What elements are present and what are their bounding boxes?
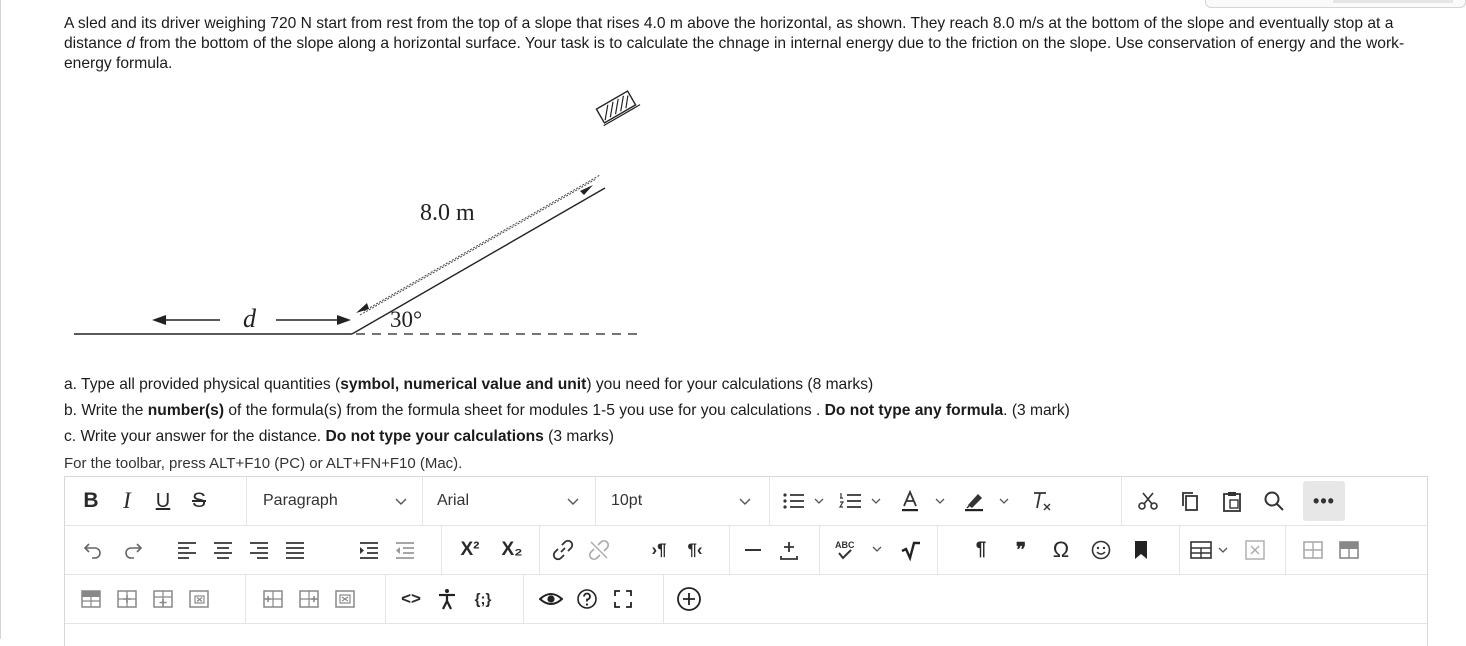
table-insert-below-icon xyxy=(152,588,174,610)
horizontal-line-icon xyxy=(742,539,764,561)
table-row-icon xyxy=(80,588,102,610)
spellcheck-button[interactable] xyxy=(825,532,893,568)
indent-button[interactable] xyxy=(351,532,387,568)
col-insert-after-button[interactable] xyxy=(291,581,327,617)
ltr-direction-button[interactable]: ›¶ xyxy=(651,540,667,559)
undo-icon xyxy=(82,539,104,561)
indent-icon xyxy=(359,541,379,559)
paste-button[interactable] xyxy=(1211,483,1253,519)
row-insert-after-button[interactable] xyxy=(109,581,145,617)
row-insert-below-button[interactable] xyxy=(145,581,181,617)
strikethrough-button[interactable]: S xyxy=(191,489,206,512)
fullscreen-button[interactable] xyxy=(605,581,641,617)
spellcheck-icon xyxy=(831,538,887,562)
smiley-icon xyxy=(1090,539,1112,561)
top-tab-strip xyxy=(1205,0,1466,8)
outdent-icon xyxy=(395,541,415,559)
subscript-button[interactable]: X₂ xyxy=(501,539,523,560)
table-cell-icon xyxy=(1338,539,1360,561)
superscript-button[interactable]: X² xyxy=(460,539,480,560)
add-content-button[interactable] xyxy=(671,581,707,617)
align-left-button[interactable] xyxy=(169,532,205,568)
eye-icon xyxy=(539,588,563,610)
horizontal-line-button[interactable] xyxy=(735,532,771,568)
align-center-icon xyxy=(213,541,233,559)
font-size-value: 10pt xyxy=(611,492,643,509)
accessibility-icon xyxy=(436,588,458,610)
table-properties-icon xyxy=(1302,539,1324,561)
link-icon xyxy=(552,539,574,561)
text-color-button[interactable] xyxy=(891,483,955,519)
fullscreen-icon xyxy=(613,589,633,609)
help-button[interactable] xyxy=(569,581,605,617)
underline-button[interactable]: U xyxy=(155,489,171,512)
table-properties-button[interactable] xyxy=(1295,532,1331,568)
text-color-icon xyxy=(898,489,948,513)
align-justify-button[interactable] xyxy=(277,532,313,568)
part-a: a. Type all provided physical quantities (symbol, numerical value and unit) you need for your calculations (8 marks) xyxy=(64,376,874,393)
numbered-list-icon xyxy=(839,491,883,511)
unlink-icon xyxy=(588,539,610,561)
copy-button[interactable] xyxy=(1169,483,1211,519)
table-insert-icon xyxy=(116,588,138,610)
toolbar-hint: For the toolbar, press ALT+F10 (PC) or ALT+FN+F10 (Mac). xyxy=(64,455,463,472)
highlight-pen-icon xyxy=(962,489,1012,513)
align-right-icon xyxy=(249,541,269,559)
rich-text-editor xyxy=(64,476,1428,646)
paragraph-format-select[interactable] xyxy=(255,483,415,519)
question-parts xyxy=(64,375,1070,453)
insert-link-button[interactable] xyxy=(545,532,581,568)
show-blocks-button[interactable]: ¶ xyxy=(975,539,987,560)
search-icon xyxy=(1263,490,1285,512)
clear-formatting-icon xyxy=(1030,490,1052,512)
find-replace-button[interactable] xyxy=(1253,483,1295,519)
redo-icon xyxy=(122,539,144,561)
insert-content-button[interactable] xyxy=(771,532,807,568)
insert-table-button[interactable] xyxy=(1185,532,1237,568)
col-insert-before-button[interactable] xyxy=(255,581,291,617)
delete-table-icon xyxy=(1244,539,1266,561)
scissors-icon xyxy=(1137,490,1159,512)
font-family-value: Arial xyxy=(437,492,470,509)
table-delete-col-icon xyxy=(334,588,356,610)
align-justify-icon xyxy=(285,541,305,559)
sled-slope-diagram xyxy=(60,84,660,354)
preview-button[interactable] xyxy=(533,581,569,617)
toolbar-row-2 xyxy=(65,526,1427,575)
paragraph-format-value: Paragraph xyxy=(263,492,338,509)
question-text-part1: A sled and its driver weighing 720 N start from rest from the top of a slope that rises 4.0 m above the horizontal, as shown. They reach 8.0 m/s at the bottom of the slope and eventually stop at a distance xyxy=(64,15,1394,52)
more-toolbar-button[interactable]: ••• xyxy=(1303,481,1345,521)
redo-button[interactable] xyxy=(113,532,153,568)
clipboard-icon xyxy=(1221,490,1243,512)
bookmark-icon xyxy=(1132,539,1150,561)
align-center-button[interactable] xyxy=(205,532,241,568)
page-left-border xyxy=(0,0,1,639)
bullet-list-icon xyxy=(782,491,826,511)
code-sample-button[interactable]: {;} xyxy=(474,590,492,608)
delete-table-button[interactable] xyxy=(1237,532,1273,568)
copy-icon xyxy=(1179,490,1201,512)
align-right-button[interactable] xyxy=(241,532,277,568)
square-root-icon xyxy=(900,539,922,561)
blockquote-button[interactable]: ❞ xyxy=(1015,539,1027,561)
numbered-list-button[interactable] xyxy=(831,483,891,519)
source-code-button[interactable]: <> xyxy=(401,589,421,608)
remove-link-button[interactable] xyxy=(581,532,617,568)
bullet-list-button[interactable] xyxy=(777,483,831,519)
part-b: b. Write the number(s) of the formula(s) from the formula sheet for modules 1-5 you use for you calculations . Do not type any formula. (3 mark) xyxy=(64,402,1070,419)
question-variable-d: d xyxy=(126,35,136,52)
cut-button[interactable] xyxy=(1127,483,1169,519)
chevron-down-icon xyxy=(567,495,579,507)
font-size-select[interactable] xyxy=(603,483,759,519)
clear-formatting-button[interactable] xyxy=(1019,483,1063,519)
col-delete-button[interactable] xyxy=(327,581,363,617)
question-text-part2: from the bottom of the slope along a horizontal surface. Your task is to calculate the chnage in internal energy due to the friction on the slope. Use conservation of energy and the work-energy formula. xyxy=(64,35,1405,72)
toolbar-row-3 xyxy=(65,575,1427,624)
align-left-icon xyxy=(177,541,197,559)
emoticon-button[interactable] xyxy=(1081,532,1121,568)
toolbar-row-1 xyxy=(65,477,1427,526)
table-col-insert-after-icon xyxy=(298,588,320,610)
table-icon xyxy=(1189,539,1233,561)
highlight-color-button[interactable] xyxy=(955,483,1019,519)
bookmark-button[interactable] xyxy=(1121,532,1161,568)
font-family-select[interactable] xyxy=(429,483,587,519)
part-c: c. Write your answer for the distance. Do not type your calculations (3 marks) xyxy=(64,428,614,445)
row-delete-button[interactable] xyxy=(181,581,217,617)
table-col-insert-icon xyxy=(262,588,284,610)
accessibility-button[interactable] xyxy=(429,581,465,617)
outdent-button[interactable] xyxy=(387,532,423,568)
table-cell-properties-button[interactable] xyxy=(1331,532,1367,568)
distance-d-label: d xyxy=(243,304,256,333)
question-text xyxy=(64,14,1434,74)
svg-text:ABC: ABC xyxy=(835,540,855,550)
row-insert-before-button[interactable] xyxy=(73,581,109,617)
plus-circle-icon xyxy=(676,586,702,612)
table-delete-row-icon xyxy=(188,588,210,610)
chevron-down-icon xyxy=(395,495,407,507)
rtl-direction-button[interactable]: ¶‹ xyxy=(687,540,703,559)
math-equation-button[interactable] xyxy=(893,532,929,568)
italic-button[interactable]: I xyxy=(123,488,131,513)
slope-angle-label: 30° xyxy=(390,307,423,332)
slope-length-label: 8.0 m xyxy=(420,200,475,226)
plus-minus-icon xyxy=(778,539,800,561)
help-icon xyxy=(576,588,598,610)
undo-button[interactable] xyxy=(73,532,113,568)
special-character-button[interactable]: Ω xyxy=(1052,537,1070,562)
bold-button[interactable]: B xyxy=(83,489,99,512)
chevron-down-icon xyxy=(739,495,751,507)
